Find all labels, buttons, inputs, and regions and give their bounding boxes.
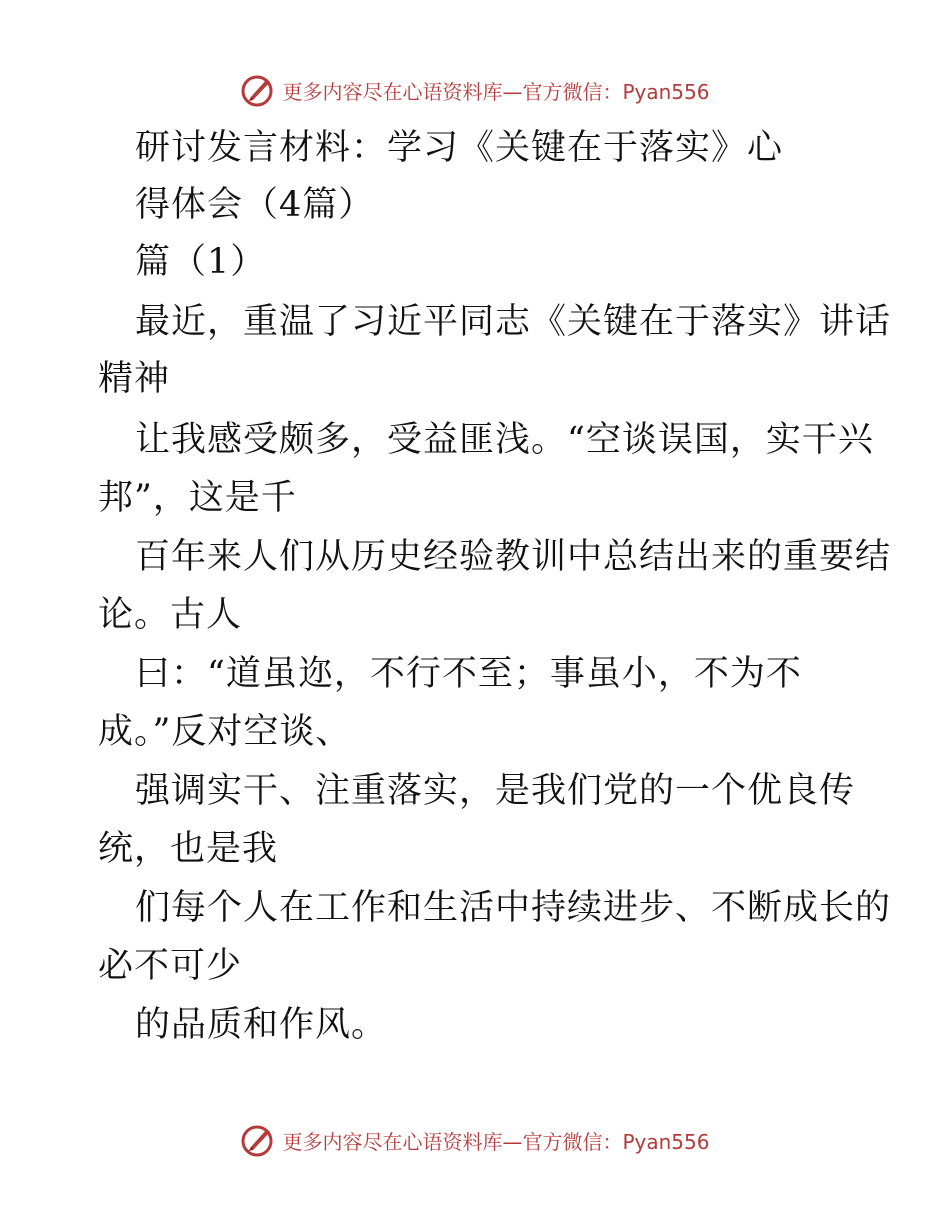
quill-logo-icon <box>240 1122 276 1158</box>
paragraph-line: 让我感受颇多，受益匪浅。“空谈误国，实干兴 <box>135 420 874 460</box>
quill-logo-icon <box>240 72 276 108</box>
document-title-line1: 研讨发言材料：学习《关键在于落实》心 <box>135 128 784 168</box>
paragraph-line: 强调实干、注重落实，是我们党的一个优良传 <box>135 771 856 811</box>
paragraph-line: 曰：“道虽迩，不行不至；事虽小，不为不 <box>135 654 802 694</box>
paragraph-line: 必不可少 <box>98 946 243 986</box>
header-banner-text: 更多内容尽在心语资料库—官方微信：Pyan556 <box>282 79 710 104</box>
paragraph-line: 论。古人 <box>98 595 243 635</box>
paragraph-line: 成。”反对空谈、 <box>98 712 352 752</box>
paragraph-line: 的品质和作风。 <box>135 1005 388 1045</box>
footer-banner <box>0 1120 950 1160</box>
paragraph-line: 百年来人们从历史经验教训中总结出来的重要结 <box>135 537 892 577</box>
paragraph-line: 们每个人在工作和生活中持续进步、不断成长的 <box>135 888 892 928</box>
paragraph-line: 最近，重温了习近平同志《关键在于落实》讲话 <box>135 302 892 342</box>
section-heading: 篇（1） <box>135 242 267 282</box>
footer-banner-text: 更多内容尽在心语资料库—官方微信：Pyan556 <box>282 1129 710 1154</box>
paragraph-line: 邦”，这是千 <box>98 478 297 518</box>
header-banner <box>0 70 950 110</box>
document-title-line2: 得体会（4篇） <box>135 185 375 225</box>
paragraph-line: 精神 <box>98 359 171 399</box>
paragraph-line: 统，也是我 <box>98 829 279 869</box>
